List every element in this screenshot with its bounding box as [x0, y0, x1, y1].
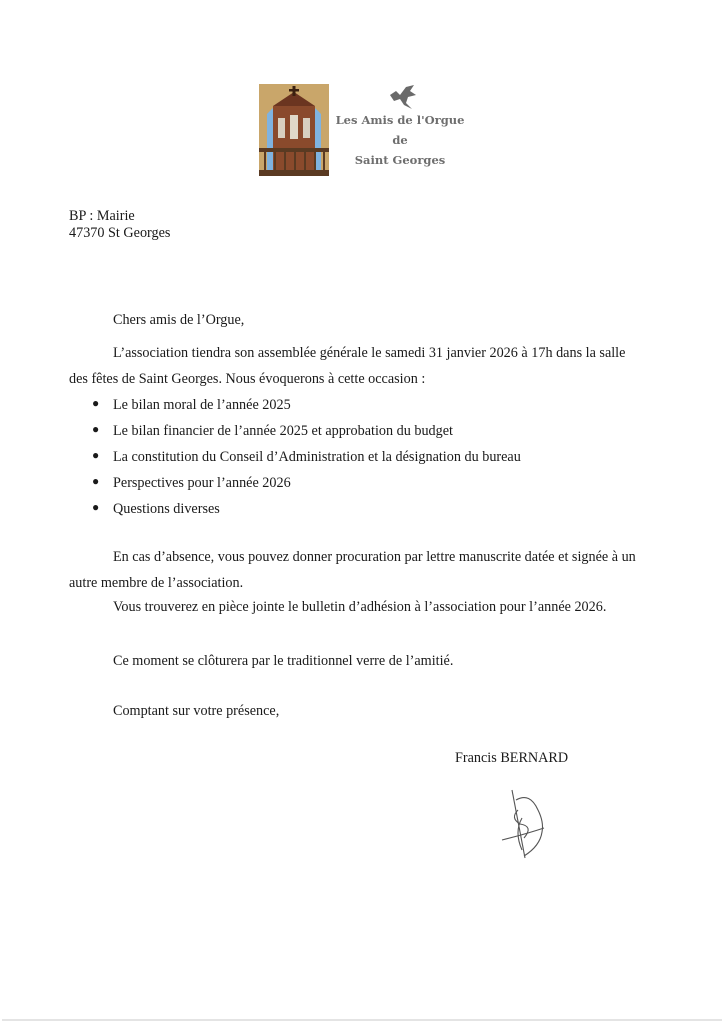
agenda-item-text: Le bilan financier de l’année 2025 et approbation du budget [113, 423, 453, 439]
bullet-icon: ● [92, 474, 100, 488]
signatory-name: Francis BERNARD [455, 750, 569, 766]
logo-line-1: Les Amis de l'Orgue [335, 113, 465, 127]
logo-title [330, 110, 470, 170]
intro-line-1: L’association tiendra son assemblée générale le samedi 31 janvier 2026 à 17h dans la salle [113, 345, 626, 361]
organ-logo-image [259, 84, 329, 176]
bullet-icon: ● [92, 396, 100, 410]
salutation: Chers amis de l’Orgue, [113, 312, 245, 328]
closing-event: Ce moment se clôturera par le traditionnel verre de l’amitié. [113, 653, 454, 669]
proxy-line-1: En cas d’absence, vous pouvez donner procuration par lettre manuscrite datée et signée à un [113, 549, 636, 565]
address-line-1: BP : Mairie [69, 208, 135, 224]
page-bottom-edge [2, 1019, 722, 1021]
intro-line-2: des fêtes de Saint Georges. Nous évoquerons à cette occasion : [69, 371, 426, 387]
agenda-item-text: Le bilan moral de l’année 2025 [113, 397, 291, 413]
agenda-item-text: Questions diverses [113, 501, 220, 517]
bullet-icon: ● [92, 448, 100, 462]
logo-line-3: Saint Georges [354, 153, 446, 167]
agenda-item-text: Perspectives pour l’année 2026 [113, 475, 291, 491]
logo-line-2: de [392, 133, 408, 147]
proxy-line-2: autre membre de l’association. [69, 575, 244, 591]
dragon-icon [386, 83, 420, 113]
signature [500, 788, 560, 860]
bullet-icon: ● [92, 422, 100, 436]
bullet-icon: ● [92, 500, 100, 514]
attachment-note: Vous trouverez en pièce jointe le bulletin d’adhésion à l’association pour l’année 2026. [113, 599, 607, 615]
agenda-item-text: La constitution du Conseil d’Administration et la désignation du bureau [113, 449, 521, 465]
address-line-2: 47370 St Georges [69, 225, 171, 241]
closing-phrase: Comptant sur votre présence, [113, 703, 280, 719]
